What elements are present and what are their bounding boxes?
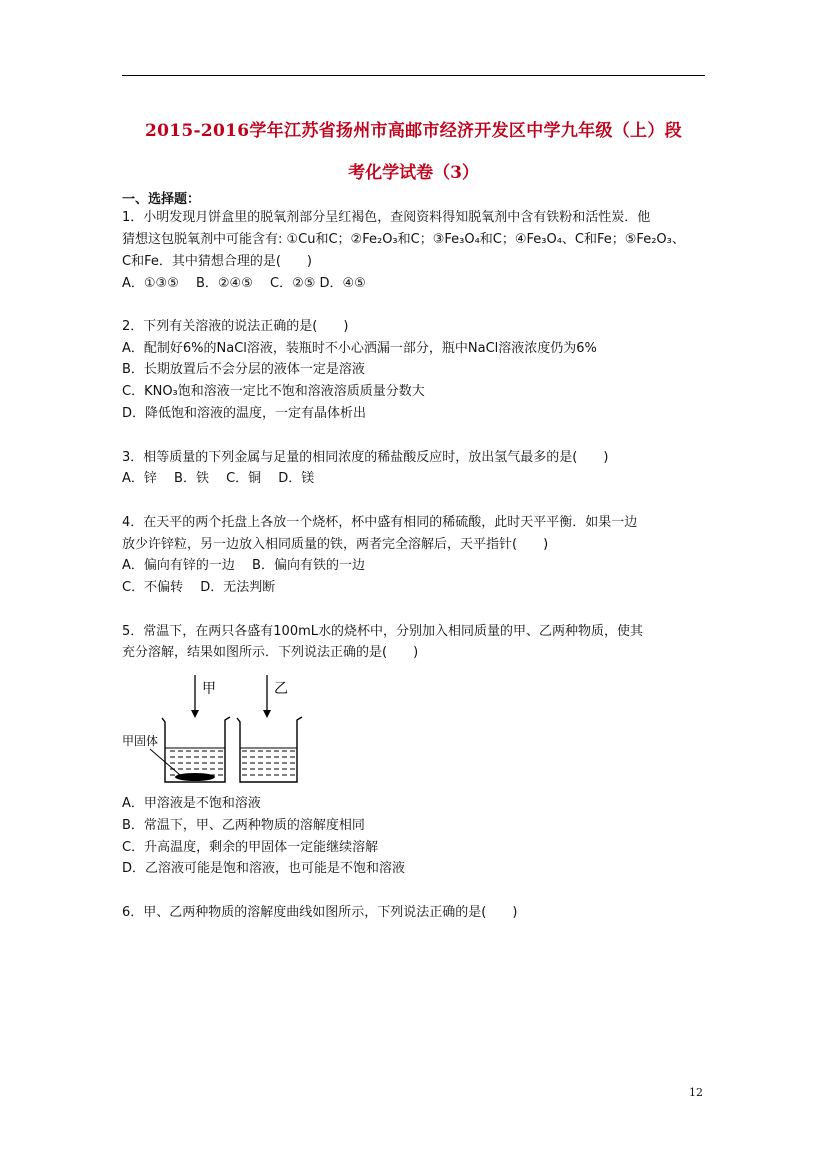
q1-line-3: C和Fe．其中猜想合理的是( ) [122,254,312,269]
q1-options: A．①③⑤ B．②④⑤ C．②⑤ D．④⑤ [122,276,366,291]
q3-options: A．锌 B．铁 C．铜 D．镁 [122,471,315,486]
q5-line-1: 5．常温下，在两只各盛有100mL水的烧杯中，分别加入相同质量的甲、乙两种物质，使其 [122,624,643,639]
q1-line-2: 猜想这包脱氧剂中可能含有: ①Cu和C；②Fe₂O₃和C；③Fe₃O₄和C；④Fe₃O₄、C和Fe；⑤Fe₂O₃、 [122,232,685,247]
beakers-diagram [122,670,352,790]
q5-line-2: 充分溶解，结果如图所示．下列说法正确的是( ) [122,645,419,660]
section-heading: 一、选择题： [122,192,201,207]
q3-stem: 3．相等质量的下列金属与足量的相同浓度的稀盐酸反应时，放出氢气最多的是( ) [122,450,609,465]
solid-precipitate [175,773,215,781]
beaker-b [237,717,302,782]
page-title-line-1: 2015-2016学年江苏省扬州市高邮市经济开发区中学九年级（上）段 [145,121,682,141]
q2-option-b: B．长期放置后不会分层的液体一定是溶液 [122,362,365,377]
q4-options-ab: A．偏向有锌的一边 B．偏向有铁的一边 [122,558,365,573]
q5-option-a: A．甲溶液是不饱和溶液 [122,796,261,811]
q1-line-1: 1．小明发现月饼盒里的脱氧剂部分呈红褐色，查阅资料得知脱氧剂中含有铁粉和活性炭．他 [122,210,651,225]
q5-option-c: C．升高温度，剩余的甲固体一定能继续溶解 [122,840,379,855]
label-solid: 甲固体 [122,734,159,748]
q2-option-c: C．KNO₃饱和溶液一定比不饱和溶液溶质质量分数大 [122,384,425,399]
arrow-beaker-a [191,675,199,718]
q4-line-1: 4．在天平的两个托盘上各放一个烧杯，杯中盛有相同的稀硫酸，此时天平平衡．如果一边 [122,515,638,530]
q2-option-d: D．降低饱和溶液的温度，一定有晶体析出 [122,406,367,421]
q2-stem: 2．下列有关溶液的说法正确的是( ) [122,319,349,334]
page-number: 12 [689,1086,703,1099]
label-jia: 甲 [202,681,216,697]
header-rule [122,75,705,76]
page-title-line-2: 考化学试卷（3） [348,163,479,183]
q5-option-b: B．常温下，甲、乙两种物质的溶解度相同 [122,818,365,833]
q4-line-2: 放少许锌粒，另一边放入相同质量的铁，两者完全溶解后，天平指针( ) [122,537,549,552]
label-yi: 乙 [274,681,288,697]
arrow-beaker-b [263,675,271,718]
q5-option-d: D．乙溶液可能是饱和溶液，也可能是不饱和溶液 [122,861,406,876]
beaker-a [162,717,230,782]
q6-stem: 6．甲、乙两种物质的溶解度曲线如图所示，下列说法正确的是( ) [122,905,518,920]
q2-option-a: A．配制好6%的NaCl溶液，装瓶时不小心洒漏一部分，瓶中NaCl溶液浓度仍为6% [122,341,597,356]
q4-options-cd: C．不偏转 D．无法判断 [122,580,276,595]
beaker-figure [122,670,352,794]
